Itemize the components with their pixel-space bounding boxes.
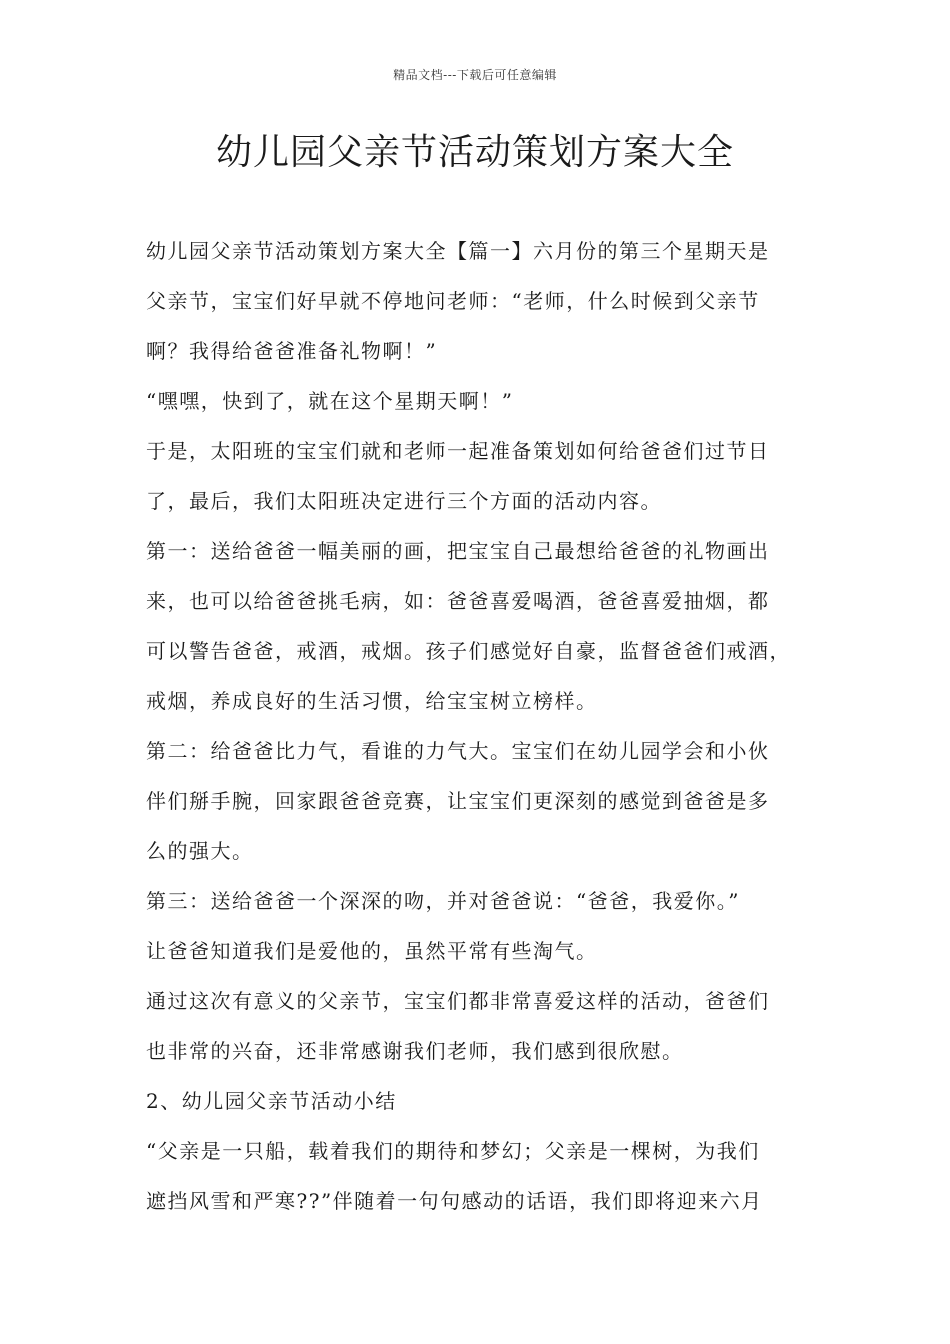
text-line: “嘿嘿，快到了，就在这个星期天啊！” bbox=[146, 389, 514, 413]
text-line: 来，也可以给爸爸挑毛病，如：爸爸喜爱喝酒，爸爸喜爱抽烟，都 bbox=[146, 589, 770, 613]
text-line: 也非常的兴奋，还非常感谢我们老师，我们感到很欣慰。 bbox=[146, 1039, 684, 1063]
text-line: 父亲节，宝宝们好早就不停地问老师：“老师，什么时候到父亲节 bbox=[146, 289, 760, 313]
document-body bbox=[146, 226, 822, 1226]
text-line: “父亲是一只船，载着我们的期待和梦幻；父亲是一棵树，为我们 bbox=[146, 1139, 760, 1163]
text-line: 第一：送给爸爸一幅美丽的画，把宝宝自己最想给爸爸的礼物画出 bbox=[146, 539, 770, 563]
text-line: 幼儿园父亲节活动策划方案大全【篇一】六月份的第三个星期天是 bbox=[146, 239, 770, 263]
text-line: 第三：送给爸爸一个深深的吻，并对爸爸说：“爸爸，我爱你。” bbox=[146, 889, 740, 913]
text-line: 通过这次有意义的父亲节，宝宝们都非常喜爱这样的活动，爸爸们 bbox=[146, 989, 770, 1013]
text-line: 啊？我得给爸爸准备礼物啊！” bbox=[146, 339, 438, 363]
text-line: 于是，太阳班的宝宝们就和老师一起准备策划如何给爸爸们过节日 bbox=[146, 439, 770, 463]
text-line: 戒烟，养成良好的生活习惯，给宝宝树立榜样。 bbox=[146, 689, 598, 713]
text-line: 伴们掰手腕，回家跟爸爸竞赛，让宝宝们更深刻的感觉到爸爸是多 bbox=[146, 789, 770, 813]
text-line: 让爸爸知道我们是爱他的，虽然平常有些淘气。 bbox=[146, 939, 598, 963]
text-line: 遮挡风雪和严寒??”伴随着一句句感动的话语，我们即将迎来六月 bbox=[146, 1189, 763, 1213]
document-title: 幼儿园父亲节活动策划方案大全 bbox=[215, 132, 734, 173]
text-line: 可以警告爸爸，戒酒，戒烟。孩子们感觉好自豪，监督爸爸们戒酒， bbox=[146, 639, 791, 663]
text-line: 第二：给爸爸比力气，看谁的力气大。宝宝们在幼儿园学会和小伙 bbox=[146, 739, 770, 763]
header-note: 精品文档---下载后可任意编辑 bbox=[393, 68, 557, 82]
text-line: 了，最后，我们太阳班决定进行三个方面的活动内容。 bbox=[146, 489, 662, 513]
text-line: 么的强大。 bbox=[146, 839, 254, 863]
section-heading: 2、幼儿园父亲节活动小结 bbox=[146, 1089, 397, 1113]
